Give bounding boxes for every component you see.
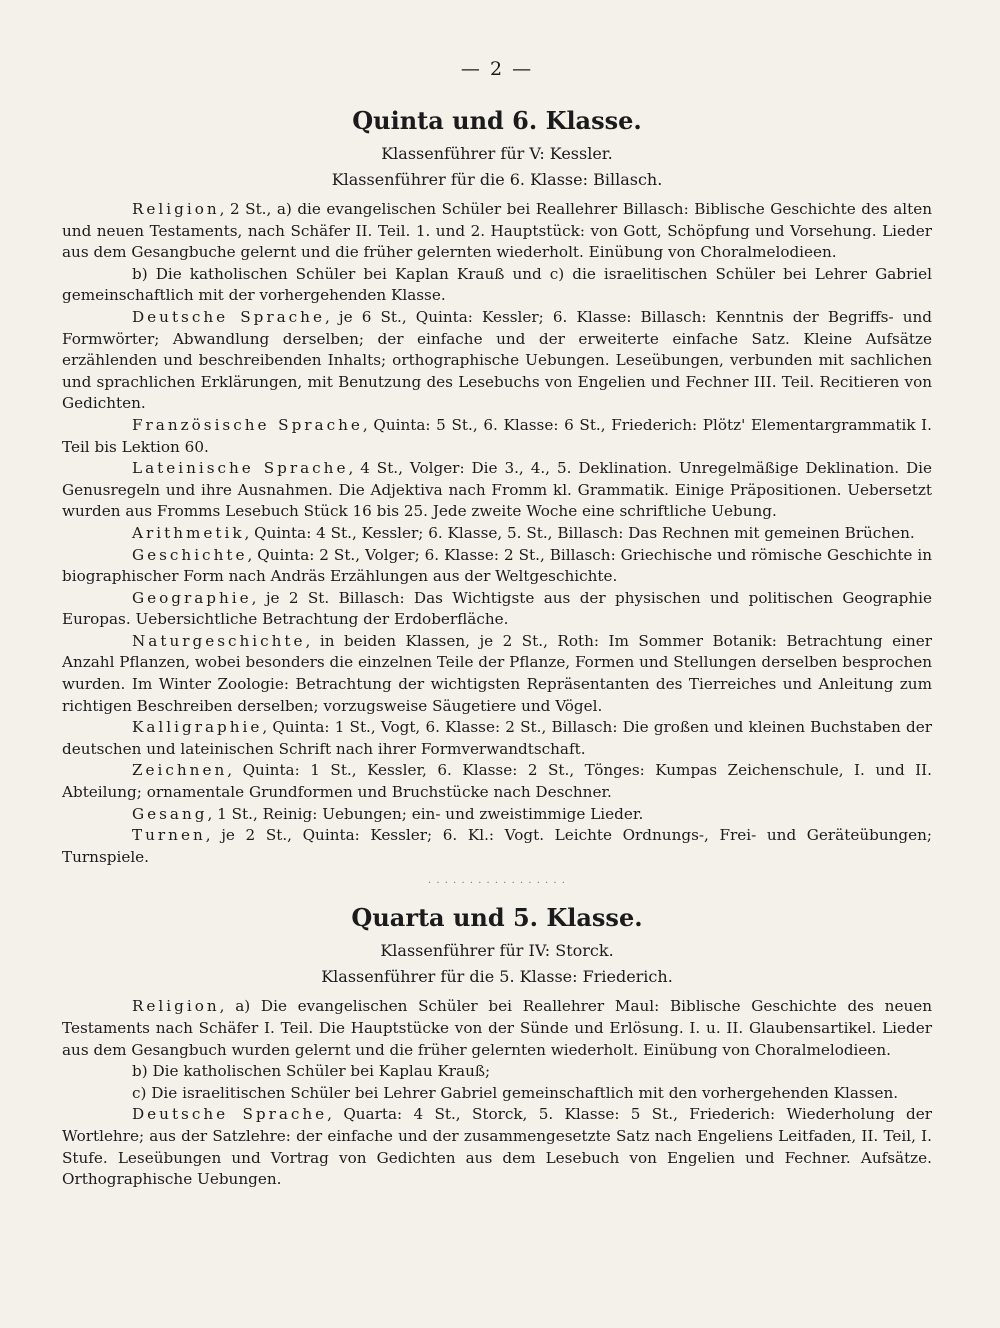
subject-name: Religion <box>132 200 220 218</box>
subject-name: Lateinische Sprache <box>132 459 349 478</box>
subject-name: Zeichnen <box>132 761 228 780</box>
subject-name: Deutsche Sprache <box>132 307 325 326</box>
section-quarta <box>62 903 932 1190</box>
subject-text: , 1 St., Reinig: Uebungen; ein- und zweistimmige Lieder. <box>207 804 644 823</box>
class-leader-line: Klassenführer für IV: Storck. <box>380 941 614 961</box>
section-title: Quinta und 6. Klasse. <box>352 106 642 135</box>
subject-text: c) Die israelitischen Schüler bei Lehrer Gabriel gemeinschaftlich mit den vorhergehenden Klassen. <box>132 1083 899 1102</box>
subject-paragraph <box>62 996 932 1061</box>
subject-paragraph <box>62 717 932 760</box>
subject-paragraph <box>62 458 932 523</box>
class-leader-line: Klassenführer für V: Kessler. <box>381 144 613 163</box>
subject-text: , je 2 St., Quinta: Kessler; 6. Kl.: Vogt. Leichte Ordnungs-, Frei- und Geräteübungen; Turnspiele. <box>62 826 932 866</box>
class-leader-line: Klassenführer für die 6. Klasse: Billasch. <box>331 170 663 189</box>
section-title: Quarta und 5. Klasse. <box>351 903 643 933</box>
subject-paragraph <box>62 760 932 803</box>
subject-paragraph <box>62 415 932 458</box>
page-number: — 2 — <box>460 58 534 80</box>
subject-text: , Quinta: 1 St., Kessler, 6. Klasse: 2 St., Tönges: Kumpas Zeichenschule, I. und II. Abteilung; ornamentale Grundformen und Bruchstücke nach Deschner. <box>62 761 932 802</box>
section-quinta <box>62 106 932 868</box>
subject-paragraph <box>62 1083 932 1105</box>
class-leader-line: Klassenführer für die 5. Klasse: Friederich. <box>321 967 673 987</box>
subject-name: Geschichte <box>132 545 248 564</box>
subject-paragraph <box>62 804 932 826</box>
subject-name: Deutsche Sprache <box>132 1105 328 1124</box>
subject-paragraph <box>62 1104 932 1190</box>
subject-text: , Quarta: 4 St., Storck, 5. Klasse: 5 St., Friederich: Wiederholung der Wortlehre; aus der Satzlehre: der einfache und der zusammengesetzte Satz nach Engeliens Leitfaden, II. Teil, I. Stufe. Leseübungen und Vortrag von Gedichten aus dem Lesebuch von Engelien und Fechner. Aufsätze. Orthographische Uebungen. <box>62 1105 932 1189</box>
subject-text: b) Die katholischen Schüler bei Kaplan Krauß und c) die israelitischen Schüler bei Lehrer Gabriel gemeinschaftlich mit der vorhergehenden Klasse. <box>62 264 932 305</box>
subject-name: Kalligraphie <box>132 718 263 737</box>
subject-name: Turnen <box>132 826 206 845</box>
subject-name: Geographie <box>132 588 252 607</box>
subject-paragraph <box>62 825 932 868</box>
subject-paragraph <box>62 199 932 264</box>
subject-list <box>62 199 932 868</box>
subject-text: , in beiden Klassen, je 2 St., Roth: Im Sommer Botanik: Betrachtung einer Anzahl Pflanzen, wobei besonders die einzelnen Teile der Pflanze, Formen und Stellungen derselben besprochen wurden. Im Winter Zoologie: Betrachtung der wichtigsten Repräsentanten des Tierreiches und Anleitung zum richtigen Beschreiben derselben; vorzugsweise Säugetiere und Vögel. <box>62 631 932 715</box>
subject-text: , Quinta: 2 St., Volger; 6. Klasse: 2 St., Billasch: Griechische und römische Geschichte in biographischer Form nach Andräs Erzählungen aus der Weltgeschichte. <box>62 545 932 586</box>
subject-paragraph <box>62 307 932 415</box>
subject-paragraph <box>62 264 932 307</box>
subject-paragraph <box>62 1061 932 1083</box>
subject-text: , a) Die evangelischen Schüler bei Reallehrer Maul: Biblische Geschichte des neuen Testaments nach Schäfer I. Teil. Die Hauptstücke von der Sünde und Erlösung. I. u. II. Glaubensartikel. Lieder aus dem Gesangbuch wurden gelernt und die früher gelernten wiederholt. Einübung von Choralmelodieen. <box>62 997 932 1059</box>
subject-name: Arithmetik <box>132 523 245 542</box>
subject-paragraph <box>62 523 932 545</box>
subject-paragraph <box>62 631 932 717</box>
subject-text: , Quinta: 1 St., Vogt, 6. Klasse: 2 St., Billasch: Die großen und kleinen Buchstaben der deutschen und lateinischen Schrift nach ihrer Formverwandtschaft. <box>62 718 932 758</box>
subject-name: Gesang <box>132 804 208 823</box>
subject-paragraph <box>62 545 932 588</box>
subject-text: , Quinta: 4 St., Kessler; 6. Klasse, 5. St., Billasch: Das Rechnen mit gemeinen Brüchen. <box>244 523 915 542</box>
subject-text: , 4 St., Volger: Die 3., 4., 5. Deklination. Unregelmäßige Deklination. Die Genusregeln und ihre Ausnahmen. Die Adjektiva nach Fromm kl. Grammatik. Einige Präpositionen. Uebersetzt wurden aus Fromms Lesebuch Stück 16 bis 25. Jede zweite Woche eine schriftliche Uebung. <box>62 459 933 521</box>
subject-text: , je 2 St. Billasch: Das Wichtigste aus der physischen und politischen Geographie Europas. Uebersichtliche Betrachtung der Erdoberfläche. <box>62 588 932 629</box>
subject-name: Französische Sprache <box>132 415 363 434</box>
subject-name: Naturgeschichte <box>132 631 306 650</box>
subject-text: , je 6 St., Quinta: Kessler; 6. Klasse: Billasch: Kenntnis der Begriffs- und Formwörter; Abwandlung derselben; der einfache und der erweiterte einfache Satz. Kleine Aufsätze erzählenden und beschreibenden Inhalts; orthographische Uebungen. Leseübungen, verbunden mit sachlichen und sprachlichen Erklärungen, mit Benutzung des Lesebuchs von Engelien und Fechner III. Teil. Recitieren von Gedichten. <box>62 307 932 413</box>
subject-list <box>62 996 932 1190</box>
subject-text: , 2 St., a) die evangelischen Schüler bei Reallehrer Billasch: Biblische Geschichte des alten und neuen Testaments, nach Schäfer II. Teil. 1. und 2. Hauptstück: von Gott, Schöpfung und Vorsehung. Lieder aus dem Gesangbuche gelernt und die früher gelernten wiederholt. Einübung von Choralmelodieen. <box>62 200 932 262</box>
section-divider: · · · · · · · · · · · · · · · · · <box>428 878 566 890</box>
subject-text: b) Die katholischen Schüler bei Kaplau Krauß; <box>132 1062 491 1081</box>
subject-text: , Quinta: 5 St., 6. Klasse: 6 St., Friederich: Plötz' Elementargrammatik I. Teil bis Lektion 60. <box>62 415 933 456</box>
subject-paragraph <box>62 588 932 631</box>
subject-name: Religion <box>132 997 220 1016</box>
